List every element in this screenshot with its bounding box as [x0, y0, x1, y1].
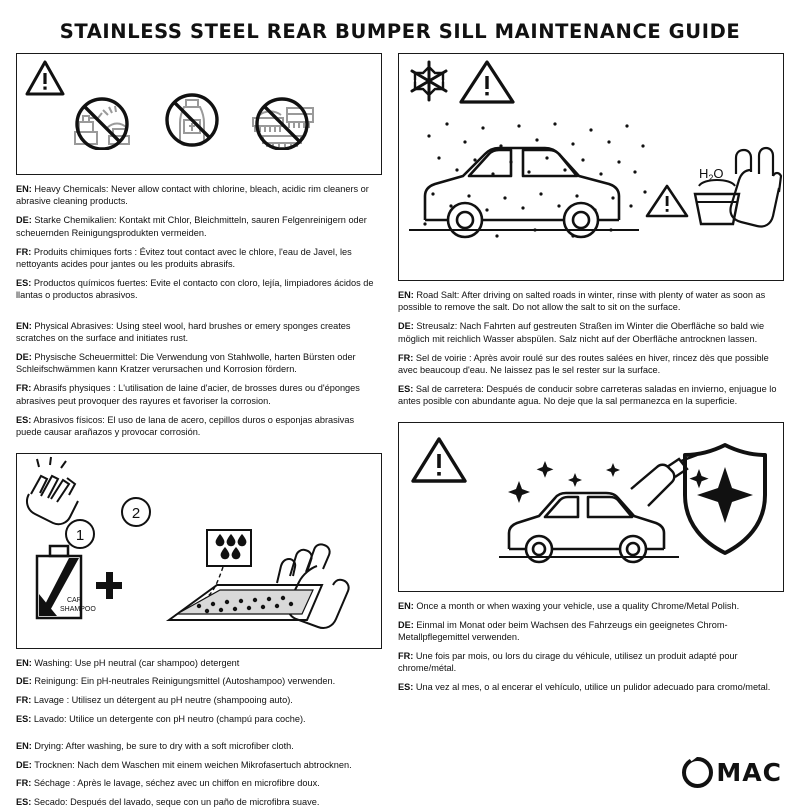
text-line: [16, 320, 382, 345]
lang-tag: DE:: [398, 619, 414, 630]
chemicals-text-block: [16, 183, 382, 302]
abrasives-text-block: [16, 320, 382, 439]
text-line: [16, 740, 382, 752]
no-chemical-bottle-icon: [159, 88, 225, 155]
line-text: Séchage : Après le lavage, séchez avec un chiffon en microfibre doux.: [33, 778, 320, 789]
lang-tag: DE:: [16, 759, 32, 770]
lang-tag: FR:: [16, 778, 32, 789]
lang-tag: ES:: [16, 414, 32, 425]
lang-tag: FR:: [16, 383, 32, 394]
warning-triangle-icon: [413, 439, 465, 481]
line-text: Abrasifs physiques : L'utilisation de laine d'acier, de brosses dures ou d'éponges abrasives peut provoquer des rayures et favoriser la corrosion.: [16, 383, 360, 406]
bumper-sill-icon: [169, 585, 322, 620]
text-line: [16, 675, 382, 687]
line-text: Einmal im Monat oder beim Wachsen des Fahrzeugs ein geeignetes Chrom-Metallpflegemittel verwenden.: [398, 619, 728, 643]
line-text: Physical Abrasives: Using steel wool, hard brushes or emery sponges creates scratches on the surface and initiates rust.: [16, 320, 351, 344]
hand-cloth-icon: [730, 148, 781, 227]
text-line: [398, 681, 784, 693]
drying-text-block: [16, 740, 382, 809]
text-line: [16, 277, 382, 302]
line-text: Une fois par mois, ou lors du cirage du véhicule, utilisez un produit adapté pour chrome/métal.: [398, 650, 738, 674]
lang-tag: DE:: [16, 352, 32, 363]
lang-tag: DE:: [398, 321, 414, 332]
text-line: [398, 383, 784, 408]
text-line: [16, 414, 382, 439]
washing-icon-panel: [16, 453, 382, 649]
polish-icon-panel: [398, 422, 784, 592]
line-text: Drying: After washing, be sure to dry with a soft microfiber cloth.: [34, 740, 294, 751]
text-line: [16, 183, 382, 208]
line-text: Secado: Después del lavado, seque con un paño de microfibra suave.: [33, 797, 320, 808]
text-line: [16, 351, 382, 376]
lang-tag: ES:: [16, 797, 32, 808]
left-column: [16, 53, 382, 809]
omac-wordmark: MAC: [716, 758, 782, 787]
polish-illustration: [399, 423, 783, 591]
washing-text-block: [16, 657, 382, 726]
text-line: [398, 352, 784, 377]
lang-tag: ES:: [398, 383, 414, 394]
forbidden-products-icons: [63, 88, 321, 155]
lang-tag: DE:: [16, 215, 32, 226]
lang-tag: ES:: [398, 682, 414, 693]
warning-triangle-icon: [25, 60, 65, 101]
line-text: Washing: Use pH neutral (car shampoo) detergent: [34, 657, 240, 668]
chemicals-icon-panel: [16, 53, 382, 175]
line-text: Starke Chemikalien: Kontakt mit Chlor, Bleichmitteln, sauren Felgenreinigern oder scheuernden Reinigungsprodukten vermeiden.: [16, 215, 367, 238]
road-salt-icon-panel: [398, 53, 784, 281]
text-line: [16, 694, 382, 706]
warning-triangle-icon: [461, 62, 513, 102]
text-line: [16, 214, 382, 239]
text-line: [398, 289, 784, 314]
bottle-label-line2: SHAMPOO: [60, 605, 96, 613]
lang-tag: EN:: [16, 320, 32, 331]
car-icon: [409, 148, 639, 237]
line-text: Heavy Chemicals: Never allow contact with chlorine, bleach, acidic rim cleaners or abrasive cleaning products.: [16, 184, 369, 207]
text-line: [16, 382, 382, 407]
line-text: Lavage : Utilisez un détergent au pH neutre (shampooing auto).: [33, 695, 293, 706]
lang-tag: FR:: [16, 695, 32, 706]
lang-tag: EN:: [398, 290, 414, 300]
lang-tag: EN:: [16, 184, 32, 194]
page-title: STAINLESS STEEL REAR BUMPER SILL MAINTENANCE GUIDE: [59, 20, 741, 43]
polish-applicator-icon: [631, 455, 697, 506]
step-1-label: 1: [75, 526, 85, 544]
lang-tag: EN:: [16, 740, 32, 751]
omac-o-icon: [682, 757, 713, 788]
omac-logo: [682, 757, 782, 788]
hand-cloth-icon: [277, 544, 349, 628]
text-line: [16, 657, 382, 669]
line-text: Una vez al mes, o al encerar el vehículo, utilice un pulidor adecuado para cromo/metal.: [415, 682, 771, 693]
road-salt-illustration: [399, 54, 783, 280]
line-text: Trocknen: Nach dem Waschen mit einem weichen Mikrofasertuch abtrocknen.: [34, 759, 352, 770]
bottle-label-line1: CAR: [67, 596, 82, 604]
lang-tag: EN:: [398, 600, 414, 611]
line-text: Produits chimiques forts : Évitez tout contact avec le chlore, l'eau de Javel, les nettoyants acides pour jantes ou les produits abrasifs.: [16, 246, 352, 270]
line-text: Productos químicos fuertes: Evite el contacto con cloro, lejía, limpiadores ácidos de llantas o productos abrasivos.: [16, 277, 374, 301]
line-text: Reinigung: Ein pH-neutrales Reinigungsmittel (Autoshampoo) verwenden.: [34, 676, 336, 687]
line-text: Road Salt: After driving on salted roads in winter, rinse with plenty of water as soon as possible to remove the salt. Do not allow the salt to sit on the surface.: [398, 290, 766, 313]
lang-tag: FR:: [16, 246, 32, 257]
shield-shine-icon: [685, 445, 765, 553]
line-text: Sel de voirie : Après avoir roulé sur des routes salées en hiver, rincez dès que possible avec beaucoup d'eau. Ne laissez pas le sel rester sur la surface.: [398, 352, 769, 376]
no-spray-bottle-icon: [63, 88, 141, 155]
line-text: Streusalz: Nach Fahrten auf gestreuten Straßen im Winter die Oberfläche so bald wie möglich mit reichlich Wasser abspülen. Salz nicht auf der Oberfläche antrocknen lassen.: [398, 321, 765, 344]
lang-tag: FR:: [398, 650, 414, 661]
step-2-label: 2: [131, 504, 141, 522]
snowflake-icon: [412, 62, 446, 100]
text-line: [16, 713, 382, 725]
text-line: [16, 777, 382, 789]
polish-text-block: [398, 600, 784, 694]
text-line: [398, 320, 784, 345]
line-text: Abrasivos físicos: El uso de lana de acero, cepillos duros o esponjas abrasivas puede causar arañazos y provocar corrosión.: [16, 414, 355, 438]
plus-sign: [96, 572, 122, 599]
washing-illustration: [17, 454, 381, 648]
line-text: Lavado: Utilice un detergente con pH neutro (champú para coche).: [33, 714, 306, 725]
warning-triangle-small-icon: [647, 186, 687, 216]
water-label: $H_2O$: [699, 166, 724, 183]
lang-tag: EN:: [16, 657, 32, 668]
text-line: [16, 759, 382, 771]
line-text: Once a month or when waxing your vehicle, use a quality Chrome/Metal Polish.: [416, 600, 740, 611]
text-line: [398, 619, 784, 644]
text-line: [398, 600, 784, 612]
road-salt-text-block: [398, 289, 784, 408]
lang-tag: ES:: [16, 277, 32, 288]
no-brush-icon: [243, 88, 321, 155]
line-text: Sal de carretera: Después de conducir sobre carreteras saladas en invierno, enjuague lo antes posible con abundante agua. No deje que la sal permanezca en la superficie.: [398, 383, 777, 407]
lang-tag: ES:: [16, 714, 32, 725]
lang-tag: DE:: [16, 676, 32, 687]
line-text: Physische Scheuermittel: Die Verwendung von Stahlwolle, harten Bürsten oder Schleifschwämmen kann Kratzer verursachen und Korrosion fördern.: [16, 352, 356, 375]
right-column: [398, 53, 784, 694]
text-line: [16, 796, 382, 808]
hand-sponge-icon: [27, 457, 78, 524]
lang-tag: FR:: [398, 352, 414, 363]
text-line: [398, 650, 784, 675]
text-line: [16, 246, 382, 271]
